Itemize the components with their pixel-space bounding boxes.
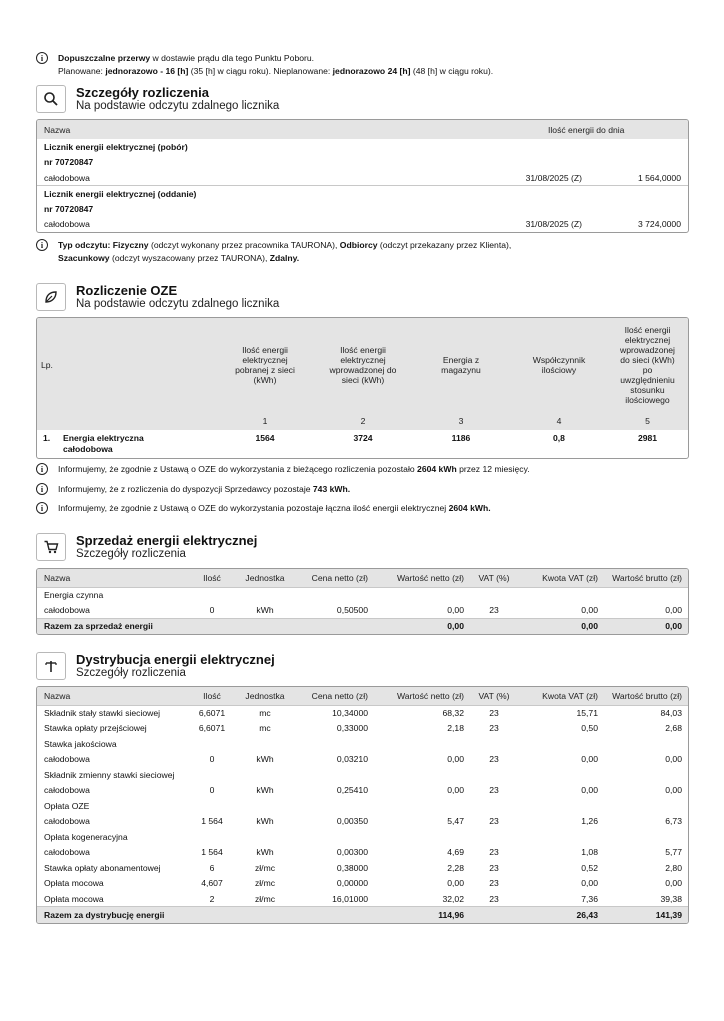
total-label: Razem za sprzedaż energii (37, 618, 372, 634)
break-info-title: Dopuszczalne przerwy (58, 53, 151, 63)
meter-name: Licznik energii elektrycznej (oddanie) (37, 186, 688, 202)
meter-table (36, 119, 689, 233)
meter-value-row (37, 170, 688, 186)
oze-col-lp: Lp. (37, 318, 215, 412)
col-name-header: Nazwa (37, 120, 548, 139)
oze-title: Rozliczenie OZE (76, 283, 178, 298)
info-icon: i (36, 483, 48, 495)
sale-header-unit: Jednostka (236, 569, 294, 587)
cell-name: Opłata mocowa (44, 878, 104, 889)
oze-info-2-value: 743 kWh. (312, 484, 351, 494)
cell-net: 2,18 (447, 723, 464, 734)
oze-col-1: Ilość energii elektrycznej pobranej z sieci (kWh) (215, 318, 315, 412)
cell-unit: zł/mc (254, 893, 276, 904)
cell-unit: mc (236, 705, 294, 721)
cell-name: Opłata mocowa (44, 893, 104, 904)
cell-name: całodobowa (44, 754, 90, 765)
planned-label: Planowane: (58, 66, 106, 76)
cell-vat: 23 (489, 785, 499, 796)
cell-unit: kWh (256, 816, 274, 827)
oze-info-2-text: Informujemy, że z rozliczenia do dyspozycji Sprzedawcy pozostaje (58, 484, 313, 494)
meter-number: nr 70720847 (44, 157, 94, 168)
reading-type-estimated-desc: (odczyt wyszacowany przez TAURONA), (109, 253, 270, 263)
oze-num-5: 5 (607, 412, 688, 430)
total-vat-blank (468, 907, 520, 923)
sale-section (36, 533, 689, 563)
cell-unit: zł/mc (254, 878, 276, 889)
sale-header-vat_amt: Kwota VAT (zł) (520, 569, 602, 587)
cell-net: 68,32 (372, 705, 468, 721)
oze-row-v5: 2981 (637, 433, 658, 443)
total-vat-blank (468, 618, 520, 634)
cell-name: Stawka opłaty abonamentowej (44, 862, 161, 873)
group-row (37, 798, 688, 814)
meter-rows (37, 139, 688, 232)
cell-gross: 2,80 (665, 862, 682, 873)
total-net: 114,96 (372, 907, 468, 923)
distribution-row (37, 845, 688, 861)
meter-date: 31/08/2025 (Z) (525, 172, 582, 183)
cart-icon (36, 533, 66, 561)
reading-type-physical-desc: (odczyt wykonany przez pracownika TAURONA), (148, 240, 340, 250)
reading-type-label: Typ odczytu: (58, 240, 113, 250)
cell-net: 0,00 (447, 605, 464, 615)
distribution-header-vat: VAT (%) (468, 687, 520, 705)
oze-subtitle: Na podstawie odczytu zdalnego licznika (76, 298, 280, 310)
cell-price: 0,00300 (336, 847, 368, 858)
distribution-header-net: Wartość netto (zł) (372, 687, 468, 705)
cell-vat: 23 (489, 847, 499, 858)
break-info-text: w dostawie prądu dla tego Punktu Poboru. (150, 53, 315, 63)
unplanned-rest: (48 [h] w ciągu roku). (410, 66, 494, 76)
info-icon: i (36, 502, 48, 514)
cell-name: całodobowa (44, 847, 90, 858)
oze-info-1-value: 2604 kWh (417, 464, 457, 474)
cell-qty: 4,607 (201, 878, 223, 889)
cell-price: 0,33000 (336, 723, 368, 734)
total-label: Razem za dystrybucję energii (37, 907, 372, 923)
cell-qty: 0 (209, 754, 215, 765)
reading-type-customer: Odbiorcy (339, 240, 378, 250)
cell-unit: kWh (256, 754, 274, 765)
group-label: Składnik zmienny stawki sieciowej (44, 769, 175, 780)
distribution-row (37, 721, 688, 737)
group-row (37, 736, 688, 752)
cell-qty: 6,6071 (188, 705, 236, 721)
meter-zone: całodobowa (44, 219, 90, 230)
pylon-icon (36, 652, 66, 680)
cell-price: 0,00000 (336, 878, 368, 889)
oze-num-3: 3 (411, 412, 511, 430)
cell-price: 0,03210 (336, 754, 368, 765)
billing-details-section (36, 85, 689, 115)
group-label: Energia czynna (37, 587, 688, 603)
distribution-row (37, 783, 688, 799)
oze-num-1: 1 (215, 412, 315, 430)
oze-num-4: 4 (511, 412, 607, 430)
cell-name: całodobowa (44, 605, 90, 615)
total-vat-amount: 0,00 (520, 618, 602, 634)
break-info (36, 52, 689, 78)
distribution-title: Dystrybucja energii elektrycznej (76, 652, 275, 667)
cell-vat_amt: 0,00 (581, 878, 598, 889)
distribution-header-unit: Jednostka (236, 687, 294, 705)
group-label: Opłata kogeneracyjna (44, 831, 128, 842)
planned-value: jednorazowo - 16 [h] (105, 66, 189, 76)
group-row (37, 829, 688, 845)
cell-name: całodobowa (44, 785, 90, 796)
cell-vat_amt: 0,50 (581, 723, 598, 734)
cell-unit: mc (259, 723, 271, 734)
reading-info (36, 239, 689, 265)
billing-details-title: Szczegóły rozliczenia (76, 85, 209, 100)
leaf-icon (36, 283, 66, 311)
cell-gross: 0,00 (665, 878, 682, 889)
oze-info-1 (36, 463, 689, 476)
total-row (37, 907, 688, 923)
distribution-row (37, 891, 688, 907)
distribution-header-qty: Ilość (188, 687, 236, 705)
cell-vat_amt: 0,00 (581, 605, 598, 615)
group-label: Stawka jakościowa (44, 738, 117, 749)
reading-type-physical: Fizyczny (112, 240, 149, 250)
cell-vat: 23 (468, 705, 520, 721)
cell-qty: 1 564 (201, 847, 223, 858)
cell-gross: 84,03 (602, 705, 688, 721)
oze-num-blank (37, 412, 215, 430)
oze-row (37, 430, 688, 458)
cell-qty: 6,6071 (198, 723, 226, 734)
cell-vat: 23 (489, 893, 499, 904)
total-gross: 0,00 (602, 618, 688, 634)
cell-price: 0,38000 (336, 862, 368, 873)
cell-gross: 6,73 (665, 816, 682, 827)
cell-name: Stawka opłaty przejściowej (44, 723, 147, 734)
cell-name: Składnik stały stawki sieciowej (37, 705, 188, 721)
cell-gross: 0,00 (665, 605, 682, 615)
cell-price: 0,50500 (336, 605, 368, 615)
cell-vat: 23 (489, 723, 499, 734)
oze-col-3: Energia z magazynu (411, 318, 511, 412)
planned-rest: (35 [h] w ciągu roku). Nieplanowane: (188, 66, 333, 76)
meter-date: 31/08/2025 (Z) (525, 219, 582, 230)
cell-qty: 6 (209, 862, 215, 873)
cell-net: 0,00 (447, 754, 464, 765)
info-icon: i (36, 52, 48, 64)
col-energy-header: Ilość energii do dnia (548, 120, 688, 139)
reading-type-remote: Zdalny. (269, 253, 300, 263)
cell-net: 0,00 (447, 785, 464, 796)
distribution-section (36, 652, 689, 682)
meter-value-row (37, 217, 688, 233)
cell-qty: 0 (209, 605, 215, 615)
unplanned-value: jednorazowo 24 [h] (332, 66, 411, 76)
cell-net: 4,69 (447, 847, 464, 858)
total-net: 0,00 (372, 618, 468, 634)
cell-unit: kWh (256, 785, 274, 796)
cell-unit: kWh (256, 605, 274, 615)
oze-col-4: Współczynnik ilościowy (511, 318, 607, 412)
info-icon: i (36, 463, 48, 475)
oze-row-v3: 1186 (451, 433, 471, 443)
cell-vat: 23 (489, 878, 499, 889)
oze-section (36, 283, 689, 313)
sale-subtitle: Szczegóły rozliczenia (76, 548, 186, 560)
cell-vat_amt: 0,00 (581, 785, 598, 796)
oze-info-1-text: Informujemy, że zgodnie z Ustawą o OZE do wykorzystania z bieżącego rozliczenia pozostało (58, 464, 418, 474)
meter-number-row (37, 155, 688, 171)
cell-gross: 39,38 (660, 893, 682, 904)
cell-vat_amt: 0,52 (581, 862, 598, 873)
billing-details-subtitle: Na podstawie odczytu zdalnego licznika (76, 100, 280, 112)
distribution-table (36, 686, 689, 924)
meter-zone: całodobowa (44, 172, 90, 183)
cell-vat_amt: 15,71 (520, 705, 602, 721)
cell-unit: kWh (256, 847, 274, 858)
meter-number: nr 70720847 (44, 203, 94, 214)
cell-net: 2,28 (447, 862, 464, 873)
oze-row-name: Energia elektryczna całodobowa (63, 433, 144, 454)
meter-value: 3 724,0000 (637, 219, 681, 230)
oze-info-3-value: 2604 kWh. (448, 503, 491, 513)
sale-title: Sprzedaż energii elektrycznej (76, 533, 258, 548)
oze-row-v1: 1564 (255, 433, 275, 443)
sale-header-price: Cena netto (zł) (294, 569, 372, 587)
cell-unit: zł/mc (254, 862, 276, 873)
reading-type-estimated: Szacunkowy (58, 253, 110, 263)
group-row (37, 767, 688, 783)
oze-info-1-post: przez 12 miesięcy. (456, 464, 530, 474)
cell-price: 16,01000 (332, 893, 368, 904)
oze-info-3-text: Informujemy, że zgodnie z Ustawą o OZE do wykorzystania pozostaje łączna ilość energii elektrycznej (58, 503, 449, 513)
meter-number-row (37, 201, 688, 217)
cell-net: 5,47 (447, 816, 464, 827)
distribution-header-name: Nazwa (37, 687, 188, 705)
total-row (37, 618, 688, 634)
distribution-row (37, 814, 688, 830)
cell-vat_amt: 1,08 (581, 847, 598, 858)
oze-num-2: 2 (315, 412, 411, 430)
meter-name-row (37, 186, 688, 202)
cell-vat_amt: 1,26 (581, 816, 598, 827)
cell-qty: 2 (209, 893, 215, 904)
sale-header-name: Nazwa (37, 569, 188, 587)
cell-vat_amt: 7,36 (581, 893, 598, 904)
sale-table (36, 568, 689, 635)
group-label: Opłata OZE (44, 800, 90, 811)
oze-info-3 (36, 502, 689, 515)
distribution-row (37, 705, 688, 721)
distribution-row (37, 752, 688, 768)
total-gross: 141,39 (602, 907, 688, 923)
sale-header-gross: Wartość brutto (zł) (602, 569, 688, 587)
distribution-row (37, 876, 688, 892)
cell-price: 10,34000 (294, 705, 372, 721)
cell-gross: 5,77 (665, 847, 682, 858)
info-icon: i (36, 239, 48, 251)
cell-vat: 23 (489, 605, 499, 615)
oze-row-v2: 3724 (353, 433, 373, 443)
cell-qty: 1 564 (201, 816, 223, 827)
distribution-subtitle: Szczegóły rozliczenia (76, 667, 186, 679)
distribution-header-price: Cena netto (zł) (294, 687, 372, 705)
sale-header-vat: VAT (%) (468, 569, 520, 587)
cell-name: całodobowa (44, 816, 90, 827)
cell-gross: 0,00 (665, 754, 682, 765)
distribution-header-gross: Wartość brutto (zł) (602, 687, 688, 705)
total-vat-amount: 26,43 (520, 907, 602, 923)
oze-col-2: Ilość energii elektrycznej wprowadzonej do sieci (kWh) (315, 318, 411, 412)
cell-net: 32,02 (442, 893, 464, 904)
sale-row (37, 603, 688, 619)
meter-value: 1 564,0000 (637, 172, 681, 183)
distribution-row (37, 860, 688, 876)
cell-price: 0,25410 (336, 785, 368, 796)
meter-name-row (37, 139, 688, 155)
oze-table (36, 317, 689, 459)
cell-gross: 2,68 (665, 723, 682, 734)
group-row (37, 587, 688, 603)
sale-header-net: Wartość netto (zł) (372, 569, 468, 587)
oze-info-2 (36, 483, 689, 496)
sale-header-qty: Ilość (188, 569, 236, 587)
reading-type-customer-desc: (odczyt przekazany przez Klienta), (377, 240, 512, 250)
meter-name: Licznik energii elektrycznej (pobór) (44, 141, 188, 152)
oze-col-5: Ilość energii elektrycznej wprowadzonej do sieci (kWh) po uwzględnieniu stosunku ilościowego (607, 318, 688, 412)
cell-net: 0,00 (447, 878, 464, 889)
search-icon (36, 85, 66, 113)
cell-qty: 0 (209, 785, 215, 796)
cell-gross: 0,00 (665, 785, 682, 796)
cell-price: 0,00350 (336, 816, 368, 827)
cell-vat: 23 (489, 754, 499, 765)
distribution-header-vat_amt: Kwota VAT (zł) (520, 687, 602, 705)
cell-vat_amt: 0,00 (581, 754, 598, 765)
oze-row-lp: 1. (43, 433, 51, 443)
cell-vat: 23 (489, 862, 499, 873)
cell-vat: 23 (489, 816, 499, 827)
oze-row-v4: 0,8 (553, 433, 565, 443)
